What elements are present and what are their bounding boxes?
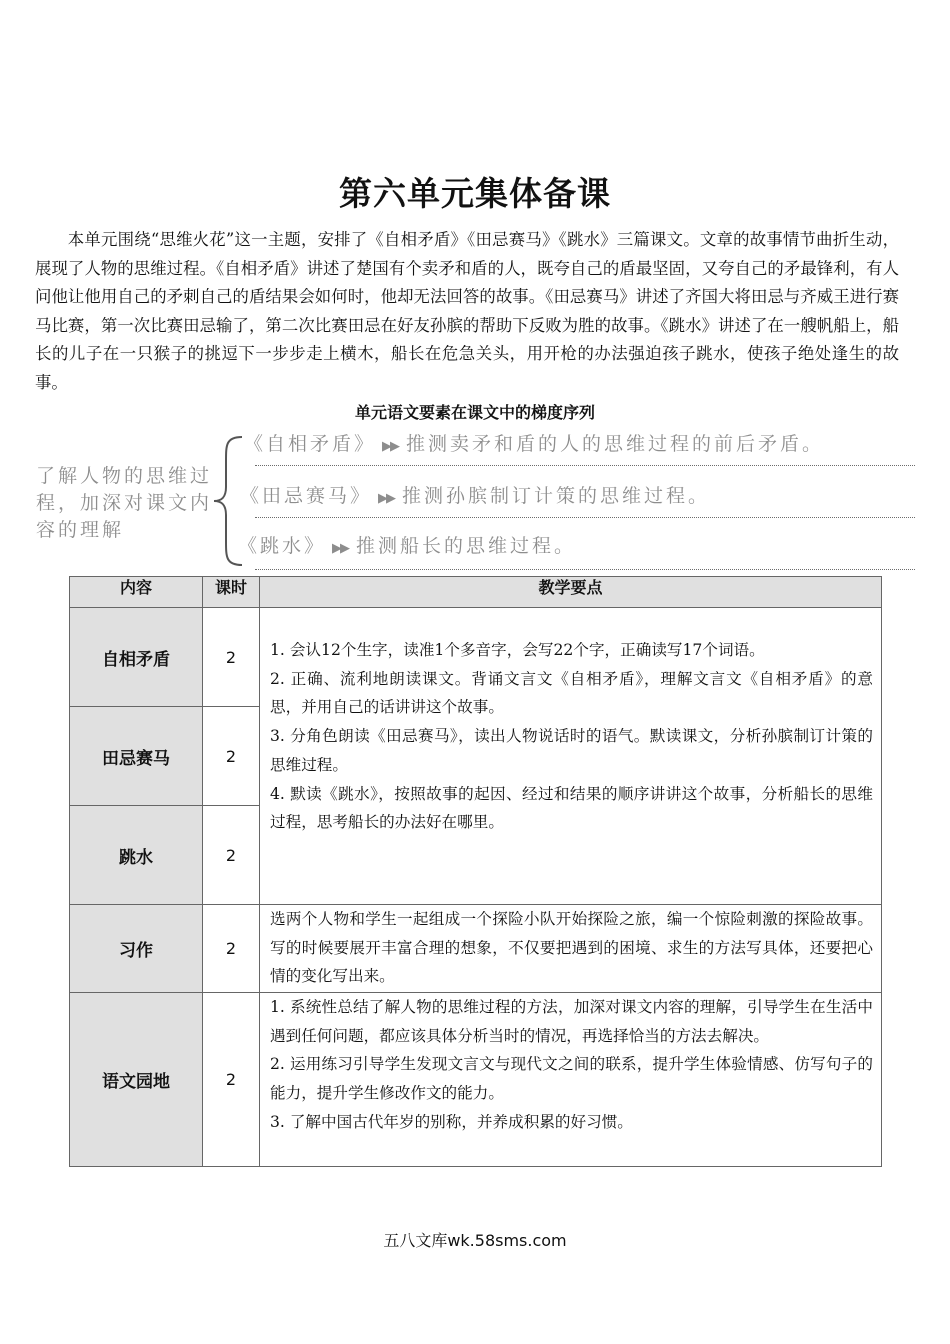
garden-teaching-points bbox=[260, 993, 882, 1167]
writing-teaching-points: 选两个人物和学生一起组成一个探险小队开始探险之旅，编一个惊险刺激的探险故事。写的时候要展开丰富合理的想象，不仅要把遇到的困境、求生的方法写具体，还要把心情的变化写出来。 bbox=[260, 905, 882, 993]
lesson-hours: 2 bbox=[203, 905, 260, 993]
teaching-point: 4. 默读《跳水》，按照故事的起因、经过和结果的顺序讲讲这个故事，分析船长的思维过程，思考船长的办法好在哪里。 bbox=[270, 784, 873, 832]
lesson-plan-table bbox=[69, 576, 882, 1167]
diagram-branch bbox=[240, 481, 710, 508]
table-row bbox=[70, 905, 882, 993]
header-points: 教学要点 bbox=[260, 577, 882, 608]
teaching-point: 3. 分角色朗读《田忌赛马》，读出人物说话时的语气。默读课文，分析孙膑制订计策的思维过程。 bbox=[270, 727, 873, 774]
teaching-point: 1. 会认12个生字，读准1个多音字，会写22个字，正确读写17个词语。 bbox=[270, 641, 765, 659]
table-row bbox=[70, 608, 882, 707]
header-hours: 课时 bbox=[203, 577, 260, 608]
lesson-name: 跳水 bbox=[70, 806, 203, 905]
dotted-divider bbox=[255, 465, 915, 466]
double-arrow-icon: ▶▶ bbox=[378, 491, 395, 506]
lesson-name: 自相矛盾 bbox=[70, 608, 203, 707]
diagram-heading: 单元语文要素在课文中的梯度序列 bbox=[354, 403, 595, 422]
lesson-name: 语文园地 bbox=[70, 993, 203, 1167]
branch-lesson: 《田忌赛马》 bbox=[240, 485, 373, 507]
diagram-goal: 了解人物的思维过程，加深对课文内容的理解 bbox=[36, 465, 213, 541]
double-arrow-icon: ▶▶ bbox=[382, 439, 399, 454]
branch-text: 推测孙膑制订计策的思维过程。 bbox=[402, 485, 711, 507]
table-row bbox=[70, 993, 882, 1167]
lesson-name: 田忌赛马 bbox=[70, 707, 203, 806]
teaching-point: 2. 运用练习引导学生发现文言文与现代文之间的联系，提升学生体验情感、仿写句子的能力，提升学生修改作文的能力。 bbox=[270, 1055, 873, 1103]
lesson-hours: 2 bbox=[203, 707, 260, 806]
branch-lesson: 《自相矛盾》 bbox=[244, 433, 377, 455]
teaching-point: 1. 系统性总结了解人物的思维过程的方法，加深对课文内容的理解，引导学生在生活中遇到任何问题，都应该具体分析当时的情况，再选择恰当的方法去解决。 bbox=[270, 998, 873, 1045]
branch-text: 推测卖矛和盾的人的思维过程的前后矛盾。 bbox=[406, 433, 825, 455]
teaching-point: 3. 了解中国古代年岁的别称，并养成积累的好习惯。 bbox=[270, 1112, 633, 1131]
branch-text: 推测船长的思维过程。 bbox=[356, 535, 577, 557]
lesson-name: 习作 bbox=[70, 905, 203, 993]
shared-teaching-points bbox=[260, 608, 882, 905]
branch-lesson: 《跳水》 bbox=[238, 535, 327, 557]
intro-paragraph: 本单元围绕“思维火花”这一主题，安排了《自相矛盾》《田忌赛马》《跳水》三篇课文。文章的故事情节曲折生动，展现了人物的思维过程。《自相矛盾》讲述了楚国有个卖矛和盾的人，既夸自己的盾最坚固，又夸自己的矛最锋利，有人问他让他用自己的矛刺自己的盾结果会如何时，他却无法回答的故事。《田忌赛马》讲述了齐国大将田忌与齐威王进行赛马比赛，第一次比赛田忌输了，第二次比赛田忌在好友孙膑的帮助下反败为胜的故事。《跳水》讲述了在一艘帆船上，船长的儿子在一只猴子的挑逗下一步步走上横木，船长在危急关头，用开枪的办法强迫孩子跳水，使孩子绝处逢生的故事。 bbox=[35, 230, 899, 392]
double-arrow-icon: ▶▶ bbox=[332, 541, 349, 556]
diagram-branch bbox=[244, 429, 824, 456]
dotted-divider bbox=[255, 569, 915, 570]
lesson-hours: 2 bbox=[203, 806, 260, 905]
lesson-hours: 2 bbox=[203, 993, 260, 1167]
footer-watermark: 五八文库wk.58sms.com bbox=[383, 1231, 567, 1250]
teaching-point: 2. 正确、流利地朗读课文。背诵文言文《自相矛盾》，理解文言文《自相矛盾》的意思，并用自己的话讲讲这个故事。 bbox=[270, 669, 873, 717]
lesson-hours: 2 bbox=[203, 608, 260, 707]
page-title: 第六单元集体备课 bbox=[339, 174, 611, 213]
dotted-divider bbox=[255, 517, 915, 518]
table-header-row bbox=[70, 577, 882, 608]
diagram-branch bbox=[238, 531, 576, 558]
gradient-diagram bbox=[0, 425, 950, 575]
header-content: 内容 bbox=[70, 577, 203, 608]
